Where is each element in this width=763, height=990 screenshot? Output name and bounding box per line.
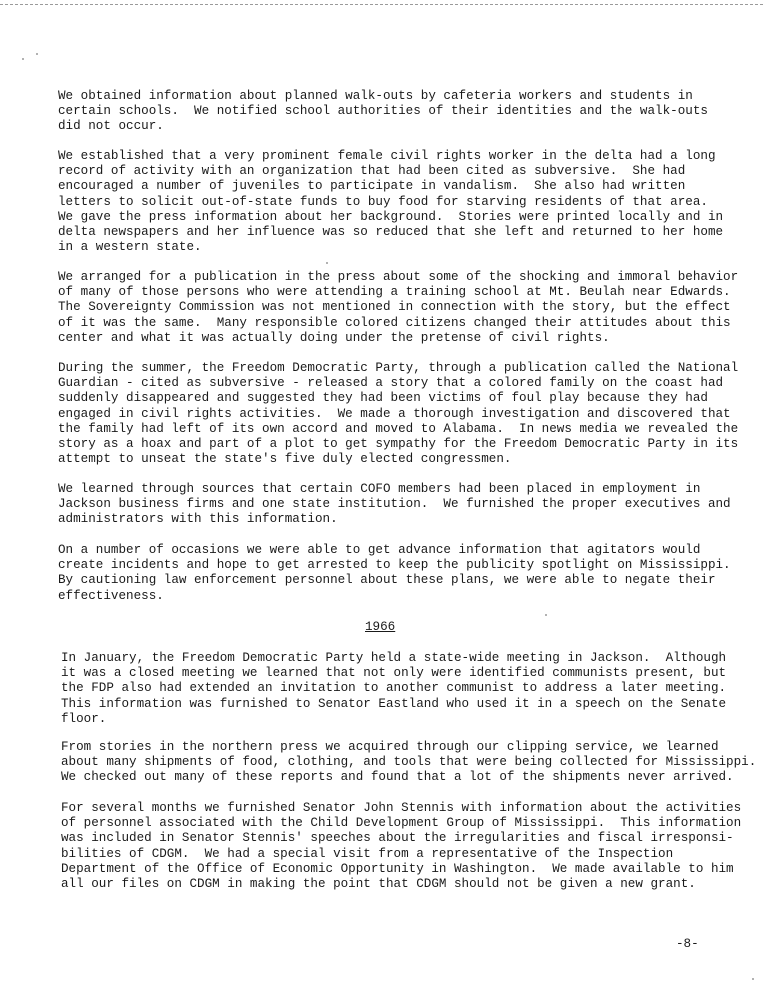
page-number: -8- bbox=[676, 937, 699, 951]
text-line: center and what it was actually doing under the pretense of civil rights. bbox=[58, 330, 610, 345]
text-line: administrators with this information. bbox=[58, 512, 338, 527]
paragraph-mt-beulah bbox=[58, 270, 738, 346]
paragraph-walkouts bbox=[58, 89, 708, 135]
text-line: delta newspapers and her influence was so reduced that she left and returned to her home bbox=[58, 225, 724, 240]
paragraph-clipping-service bbox=[61, 740, 756, 786]
scan-speck bbox=[326, 262, 328, 264]
paragraph-fdp-meeting bbox=[61, 651, 726, 727]
page-top-edge bbox=[0, 4, 763, 5]
text-line: Department of the Office of Economic Opportunity in Washington. We made available to him bbox=[61, 861, 734, 876]
text-line: was included in Senator Stennis' speeches about the irregularities and fiscal irresponsi- bbox=[61, 831, 734, 846]
text-line: the family had left of its own accord and moved to Alabama. In news media we revealed the bbox=[58, 421, 739, 436]
text-line: story as a hoax and part of a plot to get sympathy for the Freedom Democratic Party in its bbox=[58, 437, 739, 452]
text-line: We arranged for a publication in the press about some of the shocking and immoral behavior bbox=[58, 270, 739, 284]
year-heading: 1966 bbox=[365, 620, 396, 634]
text-line: For several months we furnished Senator John Stennis with information about the activities bbox=[61, 801, 742, 815]
text-line: In January, the Freedom Democratic Party held a state-wide meeting in Jackson. Although bbox=[61, 651, 727, 665]
text-line: it was a closed meeting we learned that not only were identified communists present, but bbox=[61, 666, 727, 681]
paragraph-cofo-members bbox=[58, 482, 731, 528]
text-line: bilities of CDGM. We had a special visit from a representative of the Inspection bbox=[61, 846, 674, 861]
scan-speck bbox=[752, 978, 754, 980]
text-line: We learned through sources that certain COFO members had been placed in employment in bbox=[58, 482, 701, 496]
text-line: suddenly disappeared and suggested they had been victims of foul play because they had bbox=[58, 391, 708, 406]
text-line: By cautioning law enforcement personnel about these plans, we were able to negate their bbox=[58, 573, 716, 588]
text-line: engaged in civil rights activities. We made a thorough investigation and discovered that bbox=[58, 406, 731, 421]
text-line: During the summer, the Freedom Democratic Party, through a publication called the National bbox=[58, 361, 739, 375]
text-line: floor. bbox=[61, 711, 107, 726]
text-line: certain schools. We notified school authorities of their identities and the walk-outs bbox=[58, 104, 708, 119]
text-line: in a western state. bbox=[58, 240, 202, 255]
text-line: about many shipments of food, clothing, and tools that were being collected for Mississippi. bbox=[61, 755, 757, 770]
text-line: This information was furnished to Senator Eastland who used it in a speech on the Senate bbox=[61, 696, 727, 711]
text-line: attempt to unseat the state's five duly elected congressmen. bbox=[58, 452, 512, 467]
text-line: create incidents and hope to get arrested to keep the publicity spotlight on Mississippi. bbox=[58, 558, 731, 573]
text-line: did not occur. bbox=[58, 119, 164, 134]
paragraph-cdgm bbox=[61, 801, 741, 892]
text-line: of it was the same. Many responsible colored citizens changed their attitudes about this bbox=[58, 315, 731, 330]
text-line: On a number of occasions we were able to get advance information that agitators would bbox=[58, 543, 701, 557]
text-line: We established that a very prominent female civil rights worker in the delta had a long bbox=[58, 149, 716, 163]
text-line: of personnel associated with the Child Development Group of Mississippi. This information bbox=[61, 816, 742, 831]
text-line: all our files on CDGM in making the point that CDGM should not be given a new grant. bbox=[61, 877, 696, 892]
text-line: effectiveness. bbox=[58, 588, 164, 603]
text-line: encouraged a number of juveniles to participate in vandalism. She also had written bbox=[58, 179, 686, 194]
paragraph-civil-rights-worker bbox=[58, 149, 723, 255]
text-line: We gave the press information about her background. Stories were printed locally and in bbox=[58, 209, 724, 224]
text-line: of many of those persons who were attending a training school at Mt. Beulah near Edwards. bbox=[58, 285, 731, 300]
text-line: letters to solicit out-of-state funds to buy food for starving residents of that area. bbox=[58, 194, 708, 209]
scan-speck bbox=[36, 53, 38, 55]
scan-speck bbox=[22, 58, 24, 60]
text-line: Jackson business firms and one state institution. We furnished the proper executives and bbox=[58, 497, 731, 512]
text-line: From stories in the northern press we acquired through our clipping service, we learned bbox=[61, 740, 719, 754]
text-line: the FDP also had extended an invitation to another communist to address a later meeting. bbox=[61, 681, 727, 696]
paragraph-agitators bbox=[58, 543, 731, 604]
text-line: We checked out many of these reports and found that a lot of the shipments never arrived. bbox=[61, 770, 734, 785]
scan-speck bbox=[545, 614, 547, 616]
text-line: record of activity with an organization that had been cited as subversive. She had bbox=[58, 164, 686, 179]
text-line: We obtained information about planned walk-outs by cafeteria workers and students in bbox=[58, 89, 693, 103]
text-line: The Sovereignty Commission was not mentioned in connection with the story, but the effect bbox=[58, 300, 731, 315]
paragraph-national-guardian bbox=[58, 361, 738, 467]
text-line: Guardian - cited as subversive - released a story that a colored family on the coast had bbox=[58, 376, 724, 391]
